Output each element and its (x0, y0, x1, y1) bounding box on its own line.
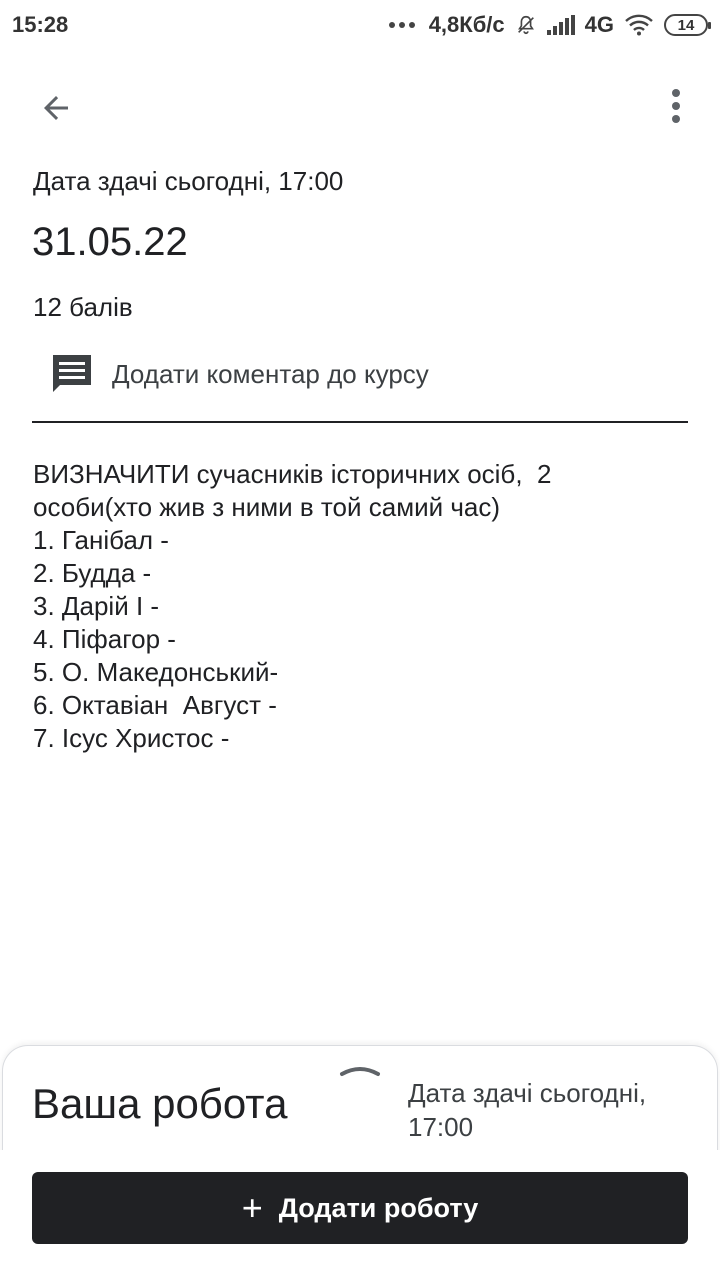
status-bar (0, 0, 720, 52)
due-date-text: Дата здачі сьогодні, 17:00 (33, 166, 344, 196)
network-type: 4G (584, 12, 614, 37)
work-due-line: Дата здачі сьогодні, (408, 1078, 647, 1108)
assignment-title: 31.05.22 (32, 220, 188, 264)
add-comment-label: Додати коментар до курсу (112, 358, 429, 389)
status-time: 15:28 (12, 12, 69, 37)
add-work-button[interactable] (32, 1172, 688, 1244)
battery-icon (664, 14, 708, 36)
description-line: 7. Ісус Христос - (33, 723, 230, 753)
signal-icon (547, 15, 575, 35)
description-line: 5. О. Македонський- (33, 657, 279, 687)
bell-off-icon (515, 14, 537, 36)
arrow-back-icon (38, 90, 74, 126)
add-class-comment-button[interactable] (50, 350, 650, 398)
network-speed: 4,8Кб/с (428, 12, 505, 37)
plus-icon: + (241, 1187, 263, 1228)
battery-level: 14 (677, 16, 695, 34)
your-work-title: Ваша робота (32, 1080, 288, 1127)
assignment-description (33, 458, 673, 755)
status-icons (389, 12, 708, 38)
work-due-line: 17:00 (408, 1112, 474, 1142)
description-line: ВИЗНАЧИТИ сучасників історичних осіб, 2 (33, 459, 552, 489)
description-line: особи(хто жив з ними в той самий час) (33, 492, 501, 522)
divider (32, 421, 688, 423)
description-line: 2. Будда - (33, 558, 152, 588)
more-options-button[interactable] (654, 84, 698, 128)
work-due-date (408, 1076, 698, 1144)
description-line: 3. Дарій І - (33, 591, 160, 621)
description-line: 1. Ганібал - (33, 525, 169, 555)
comment-icon (50, 352, 94, 396)
description-line: 4. Піфагор - (33, 624, 176, 654)
add-work-label: Додати роботу (278, 1192, 479, 1223)
points-text: 12 балів (33, 292, 133, 322)
chevron-up-icon[interactable] (338, 1060, 382, 1080)
more-vert-icon (671, 88, 681, 124)
back-button[interactable] (34, 86, 78, 130)
more-dots-icon (389, 22, 415, 28)
wifi-icon (624, 14, 654, 36)
description-line: 6. Октавіан Август - (33, 690, 277, 720)
